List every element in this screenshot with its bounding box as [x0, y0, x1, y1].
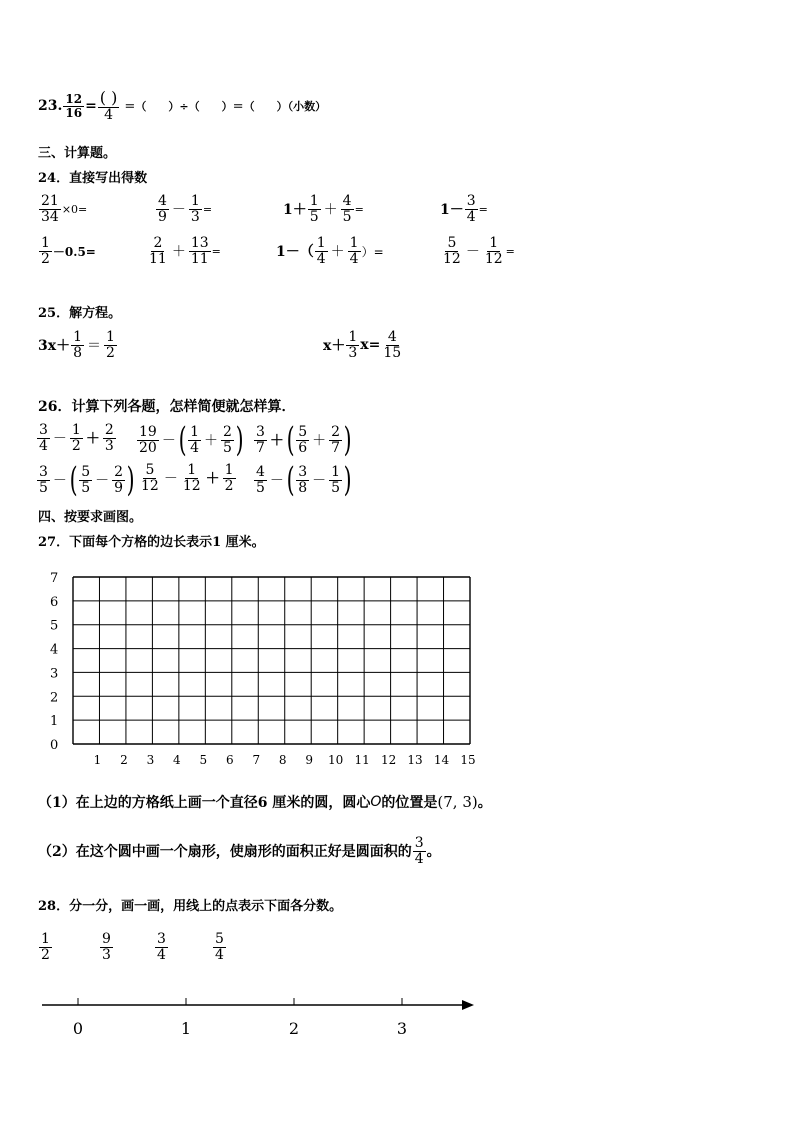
q26-r1c: [253, 420, 352, 460]
frac-den: 6: [298, 439, 308, 456]
frac-den: 3: [104, 437, 114, 454]
q25-title: 25．解方程。: [38, 306, 122, 321]
q24-a: [38, 194, 87, 224]
q25-eq1: [38, 330, 118, 360]
frac-den: 11: [149, 250, 167, 267]
operator: ＋: [269, 433, 284, 449]
grid-x-label: 5: [199, 753, 208, 767]
q23-rest: ＝（ ）÷（ ）＝（ ）（小数）: [124, 100, 327, 114]
frac-num: 1: [309, 193, 319, 209]
q23-f2-den: 4: [104, 106, 114, 123]
frac-den: 20: [139, 439, 157, 456]
grid-x-label: 11: [354, 753, 370, 767]
frac-den: 12: [443, 250, 461, 267]
frac-den: 5: [309, 208, 319, 225]
frac-den: 9: [114, 479, 124, 496]
operator: ＋: [85, 431, 100, 448]
frac-den: 3: [190, 208, 200, 225]
expr-tail: =: [478, 202, 488, 216]
q23: [38, 90, 326, 122]
grid-y-label: 1: [50, 714, 59, 730]
frac-num: 1: [489, 235, 499, 251]
paren-open: (: [286, 420, 295, 460]
frac-num: 5: [215, 931, 224, 947]
q28-title: 28．分一分，画一画，用线上的点表示下面各分数。: [38, 899, 343, 914]
frac-den: 12: [484, 250, 503, 267]
frac-den: 34: [41, 208, 59, 225]
expr-tail: =: [211, 244, 221, 258]
paren-close: ): [235, 420, 244, 460]
paren-close: ): [343, 420, 352, 460]
q24-f: [146, 236, 221, 266]
frac-num: 21: [41, 193, 59, 209]
frac-den: 8: [73, 344, 83, 361]
number-line-ticks: [73, 998, 407, 1038]
q23-f1-den: 16: [65, 105, 83, 120]
frac-den: 12: [182, 477, 201, 494]
frac-num: 2: [223, 423, 232, 440]
frac-num: 4: [387, 329, 397, 345]
center-label: O: [370, 794, 382, 810]
expr-lead: x＋: [323, 338, 346, 355]
grid-x-label: 8: [278, 753, 287, 767]
q23-number: 23.: [38, 98, 63, 115]
frac-num: 2: [114, 463, 124, 480]
q27-title: 27．下面每个方格的边长表示1 厘米。: [38, 535, 265, 550]
frac-den: 2: [41, 250, 50, 267]
frac-num: 1: [71, 422, 81, 438]
grid-paper: [0, 560, 500, 775]
frac-num: 1: [224, 462, 234, 478]
frac-num: 13: [190, 235, 209, 251]
number-line-label: 2: [288, 1019, 300, 1038]
operator: －: [269, 473, 284, 489]
operator: ＋: [312, 433, 327, 449]
grid-x-label: 15: [460, 753, 476, 767]
part2-end: 。: [426, 844, 441, 861]
frac-den: 3: [348, 344, 358, 361]
expr-tail: ）=: [361, 244, 384, 259]
operator: －: [465, 244, 480, 261]
frac-den: 2: [41, 946, 50, 963]
frac-num: 9: [102, 931, 111, 947]
frac-den: 4: [157, 946, 166, 963]
frac-num: 3: [256, 423, 265, 440]
grid-x-label: 4: [173, 753, 181, 767]
operator: ＝: [87, 338, 102, 355]
operator: ＋: [323, 202, 338, 219]
frac-den: 2: [71, 437, 81, 454]
grid-lines: [73, 577, 470, 744]
frac-num: 3: [298, 463, 308, 480]
grid-x-label: 12: [380, 753, 397, 767]
grid-x-label: 9: [305, 753, 314, 767]
grid-y-label: 7: [50, 571, 59, 586]
expr-lead: 1－: [440, 202, 464, 219]
frac-den: 5: [342, 208, 352, 225]
operator: ＋: [205, 471, 220, 488]
frac-num: 1: [73, 329, 83, 345]
frac-den: 5: [39, 479, 48, 496]
frac-num: 5: [447, 235, 457, 251]
paren-close: ): [343, 460, 352, 500]
frac-den: 4: [316, 250, 326, 267]
part1-mid: 的位置是: [381, 795, 438, 811]
operator: ＋: [171, 244, 186, 261]
frac-den: 5: [331, 479, 341, 496]
frac-num: 1: [348, 329, 358, 345]
grid-x-label: 14: [433, 753, 450, 767]
q28-fraction-4: [212, 932, 227, 962]
frac-den: 5: [256, 479, 265, 496]
paren-open: (: [69, 460, 78, 500]
q24-e: [38, 236, 96, 266]
expr-tail: =: [354, 202, 364, 216]
paren-open: (: [286, 460, 295, 500]
part2-text: （2）在这个圆中画一个扇形，使扇形的面积正好是圆面积的: [38, 844, 412, 861]
grid-y-label: 0: [50, 738, 59, 753]
expr-tail: =: [505, 244, 515, 258]
grid-x-label: 6: [225, 753, 234, 767]
frac-num: 3: [157, 931, 166, 947]
q26-title: 26．计算下列各题，怎样简便就怎样算．: [38, 399, 296, 415]
section-3-title: 三、计算题。: [38, 146, 117, 161]
paren-open: (: [178, 420, 187, 460]
q24-h: [440, 236, 515, 266]
grid-y-labels: [50, 571, 58, 753]
frac-num: 1: [106, 329, 115, 345]
part1-end: 。: [477, 795, 492, 811]
q23-f1-num: 12: [65, 92, 83, 107]
frac-den: 4: [466, 208, 476, 225]
grid-x-label: 3: [146, 753, 155, 767]
expr-lead: 3x＋: [38, 338, 71, 355]
q26-r1a: [36, 423, 117, 453]
grid-y-label: 5: [50, 618, 59, 634]
grid-y-label: 3: [50, 666, 59, 682]
operator: －: [163, 471, 178, 488]
frac-num: 5: [145, 462, 155, 478]
frac-den: 4: [414, 850, 424, 867]
frac-den: 5: [223, 439, 232, 456]
grid-x-label: 10: [328, 753, 344, 767]
frac-num: 19: [139, 423, 157, 440]
q24-b: [155, 194, 212, 224]
grid-x-labels: [94, 753, 476, 767]
q26-r2a: [36, 460, 135, 500]
expr-lead: 1＋: [283, 202, 307, 219]
q24-title: 24．直接写出得数: [38, 171, 148, 186]
grid-y-label: 2: [50, 690, 59, 706]
grid-x-label: 2: [120, 753, 128, 767]
frac-den: 2: [106, 344, 115, 361]
expr-tail: ×0=: [61, 202, 88, 216]
frac-den: 8: [298, 479, 308, 496]
number-line-label: 1: [180, 1019, 192, 1038]
frac-num: 4: [256, 463, 265, 480]
q24-c: [283, 194, 364, 224]
operator: ＋: [330, 244, 345, 261]
frac-num: 3: [466, 193, 476, 209]
q25-eq2: [323, 330, 404, 360]
frac-num: 3: [39, 422, 48, 438]
frac-num: 4: [342, 193, 352, 209]
number-line: [0, 990, 500, 1050]
frac-num: 4: [158, 193, 167, 209]
number-line-label: 3: [396, 1019, 408, 1038]
arrow-head-icon: [462, 1000, 474, 1010]
q23-eq: =: [85, 98, 97, 115]
grid-y-label: 4: [50, 642, 59, 658]
q24-g: [276, 236, 384, 266]
operator: －: [171, 202, 186, 219]
q26-r2b: [138, 463, 237, 493]
part1-text: （1）在上边的方格纸上画一个直径6 厘米的圆，圆心: [38, 795, 371, 811]
frac-num: 5: [81, 463, 91, 480]
frac-den: 15: [383, 344, 402, 361]
grid-x-label: 1: [93, 753, 102, 767]
expr-tail: =: [202, 202, 213, 216]
q27-part2: [38, 836, 441, 866]
operator: －: [312, 473, 327, 489]
frac-num: 2: [104, 422, 114, 438]
frac-den: 4: [190, 439, 200, 456]
q28-fraction-3: [154, 932, 169, 962]
frac-den: 9: [158, 208, 167, 225]
expr-tail: －0.5=: [52, 244, 96, 259]
frac-num: 1: [41, 931, 50, 947]
q28-fraction-2: [99, 932, 114, 962]
frac-num: 5: [298, 423, 308, 440]
frac-num: 1: [316, 235, 326, 251]
frac-den: 7: [256, 439, 265, 456]
section-4-title: 四、按要求画图。: [38, 510, 143, 525]
q28-fraction-1: [38, 932, 53, 962]
frac-den: 4: [39, 437, 48, 454]
operator: －: [161, 433, 176, 449]
center-coordinate: (7, 3): [437, 793, 478, 811]
frac-num: 1: [190, 423, 200, 440]
expr-lead: 1－（: [276, 244, 314, 261]
frac-num: 1: [331, 463, 341, 480]
q24-d: [440, 194, 488, 224]
frac-num: 3: [39, 463, 48, 480]
frac-den: 5: [81, 479, 91, 496]
q23-f2-num: ( ): [99, 88, 118, 107]
frac-den: 12: [141, 477, 159, 494]
frac-num: 2: [153, 235, 163, 251]
frac-num: 3: [414, 835, 424, 851]
operator: －: [52, 431, 67, 448]
frac-num: 1: [41, 235, 50, 251]
frac-num: 1: [187, 462, 197, 478]
frac-den: 2: [224, 477, 234, 494]
frac-den: 3: [102, 946, 111, 963]
frac-num: 2: [331, 423, 341, 440]
q26-r1b: [136, 420, 244, 460]
frac-den: 11: [190, 250, 209, 267]
paren-close: ): [126, 460, 135, 500]
q27-part1: [38, 792, 492, 812]
number-line-label: 0: [72, 1019, 84, 1038]
operator: －: [52, 473, 67, 489]
grid-y-label: 6: [50, 594, 59, 610]
frac-num: 1: [349, 235, 359, 251]
expr-mid: x=: [360, 337, 381, 354]
operator: ＋: [204, 433, 219, 449]
frac-den: 4: [349, 250, 359, 267]
frac-num: 1: [190, 193, 200, 209]
frac-den: 4: [215, 946, 224, 963]
frac-den: 7: [331, 439, 341, 456]
grid-x-label: 13: [407, 753, 423, 767]
operator: －: [95, 473, 110, 489]
grid-x-label: 7: [252, 753, 261, 767]
q26-r2c: [253, 460, 352, 500]
